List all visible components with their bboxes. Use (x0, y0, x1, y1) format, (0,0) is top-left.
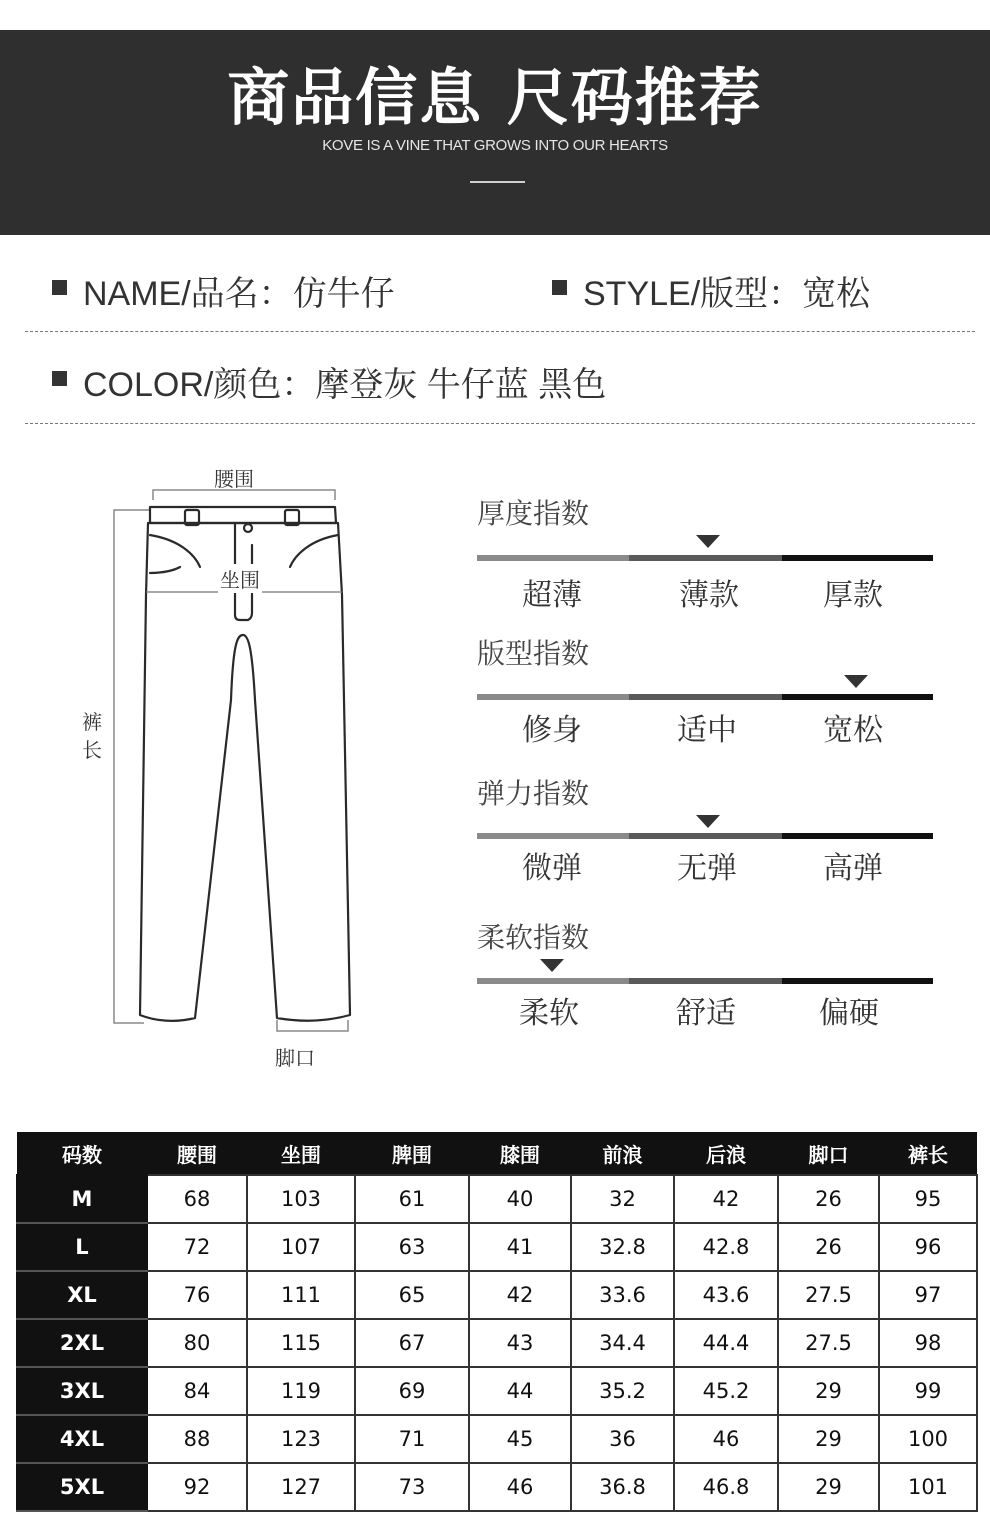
table-cell: 95 (879, 1175, 977, 1223)
table-row (17, 1271, 977, 1319)
table-cell: 68 (147, 1175, 247, 1223)
column-header: 坐围 (247, 1132, 355, 1175)
index-option: 高弹 (823, 851, 883, 886)
index-option: 薄款 (679, 578, 739, 613)
size-cell: 2XL (17, 1319, 147, 1367)
style-label: STYLE/版型： (583, 275, 803, 313)
table-cell: 84 (147, 1367, 247, 1415)
column-header: 腰围 (147, 1132, 247, 1175)
diagram-label-hem: 脚口 (275, 1046, 315, 1070)
style-value: 宽松 (802, 275, 871, 313)
table-body (17, 1175, 977, 1511)
table-cell: 69 (355, 1367, 469, 1415)
table-cell: 42 (674, 1175, 778, 1223)
bullet-square-icon (52, 371, 67, 386)
table-cell: 32 (571, 1175, 674, 1223)
index-option: 舒适 (676, 996, 736, 1031)
scale-segment (477, 833, 629, 839)
size-cell: 4XL (17, 1415, 147, 1463)
table-cell: 63 (355, 1223, 469, 1271)
table-row (17, 1463, 977, 1511)
name-label: NAME/品名： (83, 275, 293, 313)
table-cell: 98 (879, 1319, 977, 1367)
table-cell: 107 (247, 1223, 355, 1271)
size-chart-table (16, 1132, 978, 1512)
name-value: 仿牛仔 (292, 275, 395, 313)
index-option: 无弹 (677, 851, 737, 886)
table-cell: 26 (778, 1175, 879, 1223)
bullet-square-icon (52, 280, 67, 295)
table-cell: 26 (778, 1223, 879, 1271)
table-header-row (17, 1132, 977, 1175)
diagram-label-seat: 坐围 (218, 564, 262, 593)
table-cell: 46.8 (674, 1463, 778, 1511)
table-cell: 65 (355, 1271, 469, 1319)
index-option: 修身 (522, 713, 582, 748)
scale-segment (629, 978, 782, 984)
column-header: 裤长 (879, 1132, 977, 1175)
column-header: 膝围 (469, 1132, 571, 1175)
table-cell: 33.6 (571, 1271, 674, 1319)
page-title: 商品信息 尺码推荐 (227, 61, 763, 134)
table-cell: 41 (469, 1223, 571, 1271)
table-cell: 29 (778, 1367, 879, 1415)
pants-diagram (80, 455, 380, 1075)
table-cell: 73 (355, 1463, 469, 1511)
index-option: 偏硬 (819, 996, 879, 1031)
table-cell: 42 (469, 1271, 571, 1319)
selected-indicator-icon (696, 815, 720, 828)
bullet-square-icon (552, 280, 567, 295)
table-cell: 29 (778, 1415, 879, 1463)
table-cell: 67 (355, 1319, 469, 1367)
table-cell: 34.4 (571, 1319, 674, 1367)
table-cell: 46 (674, 1415, 778, 1463)
column-header: 后浪 (674, 1132, 778, 1175)
table-cell: 123 (247, 1415, 355, 1463)
table-cell: 42.8 (674, 1223, 778, 1271)
table-row (17, 1175, 977, 1223)
index-title: 柔软指数 (477, 921, 590, 954)
table-cell: 61 (355, 1175, 469, 1223)
table-row (17, 1319, 977, 1367)
size-cell: L (17, 1223, 147, 1271)
scale-segment (629, 694, 782, 700)
scale-segment (477, 694, 629, 700)
table-cell: 92 (147, 1463, 247, 1511)
scale-segment (782, 833, 933, 839)
size-cell: 5XL (17, 1463, 147, 1511)
table-cell: 45 (469, 1415, 571, 1463)
table-cell: 111 (247, 1271, 355, 1319)
table-cell: 35.2 (571, 1367, 674, 1415)
scale-segment (782, 978, 933, 984)
table-cell: 99 (879, 1367, 977, 1415)
name-info (52, 266, 395, 315)
table-cell: 46 (469, 1463, 571, 1511)
table-cell: 36.8 (571, 1463, 674, 1511)
table-cell: 44 (469, 1367, 571, 1415)
scale-segment (782, 694, 933, 700)
index-option: 适中 (677, 713, 737, 748)
title-divider (470, 181, 525, 183)
table-cell: 96 (879, 1223, 977, 1271)
page-subtitle: KOVE IS A VINE THAT GROWS INTO OUR HEARTS (322, 137, 668, 154)
selected-indicator-icon (844, 675, 868, 688)
table-cell: 97 (879, 1271, 977, 1319)
column-header: 脾围 (355, 1132, 469, 1175)
column-header: 码数 (17, 1132, 147, 1175)
scale-segment (629, 555, 782, 561)
index-title: 弹力指数 (477, 777, 590, 810)
diagram-label-length-1: 裤 (82, 710, 102, 734)
scale-segment (477, 978, 629, 984)
index-option: 超薄 (522, 578, 582, 613)
table-cell: 71 (355, 1415, 469, 1463)
size-cell: XL (17, 1271, 147, 1319)
diagram-label-waist: 腰围 (214, 467, 254, 491)
table-cell: 43.6 (674, 1271, 778, 1319)
table-row (17, 1223, 977, 1271)
index-option: 厚款 (823, 578, 883, 613)
table-cell: 36 (571, 1415, 674, 1463)
table-cell: 45.2 (674, 1367, 778, 1415)
color-info (52, 357, 606, 406)
diagram-label-length-2: 长 (82, 738, 102, 762)
table-cell: 127 (247, 1463, 355, 1511)
selected-indicator-icon (540, 959, 564, 972)
table-cell: 29 (778, 1463, 879, 1511)
size-cell: 3XL (17, 1367, 147, 1415)
column-header: 前浪 (571, 1132, 674, 1175)
color-label: COLOR/颜色： (83, 366, 316, 404)
index-option: 微弹 (522, 851, 582, 886)
table-cell: 32.8 (571, 1223, 674, 1271)
table-cell: 27.5 (778, 1319, 879, 1367)
dashed-divider (25, 331, 975, 332)
selected-indicator-icon (696, 535, 720, 548)
table-row (17, 1367, 977, 1415)
table-row (17, 1415, 977, 1463)
index-title: 版型指数 (477, 637, 590, 670)
index-option: 柔软 (519, 996, 579, 1031)
index-option: 宽松 (823, 713, 883, 748)
table-cell: 44.4 (674, 1319, 778, 1367)
table-cell: 80 (147, 1319, 247, 1367)
column-header: 脚口 (778, 1132, 879, 1175)
table-cell: 72 (147, 1223, 247, 1271)
table-cell: 76 (147, 1271, 247, 1319)
scale-segment (782, 555, 933, 561)
size-cell: M (17, 1175, 147, 1223)
index-title: 厚度指数 (477, 497, 590, 530)
scale-segment (629, 833, 782, 839)
scale-segment (477, 555, 629, 561)
table-cell: 103 (247, 1175, 355, 1223)
table-cell: 119 (247, 1367, 355, 1415)
color-value: 摩登灰 牛仔蓝 黑色 (315, 366, 607, 404)
table-cell: 43 (469, 1319, 571, 1367)
table-cell: 115 (247, 1319, 355, 1367)
table-cell: 100 (879, 1415, 977, 1463)
table-cell: 88 (147, 1415, 247, 1463)
style-info (552, 266, 870, 315)
table-cell: 27.5 (778, 1271, 879, 1319)
table-cell: 40 (469, 1175, 571, 1223)
dashed-divider (25, 423, 975, 424)
table-cell: 101 (879, 1463, 977, 1511)
